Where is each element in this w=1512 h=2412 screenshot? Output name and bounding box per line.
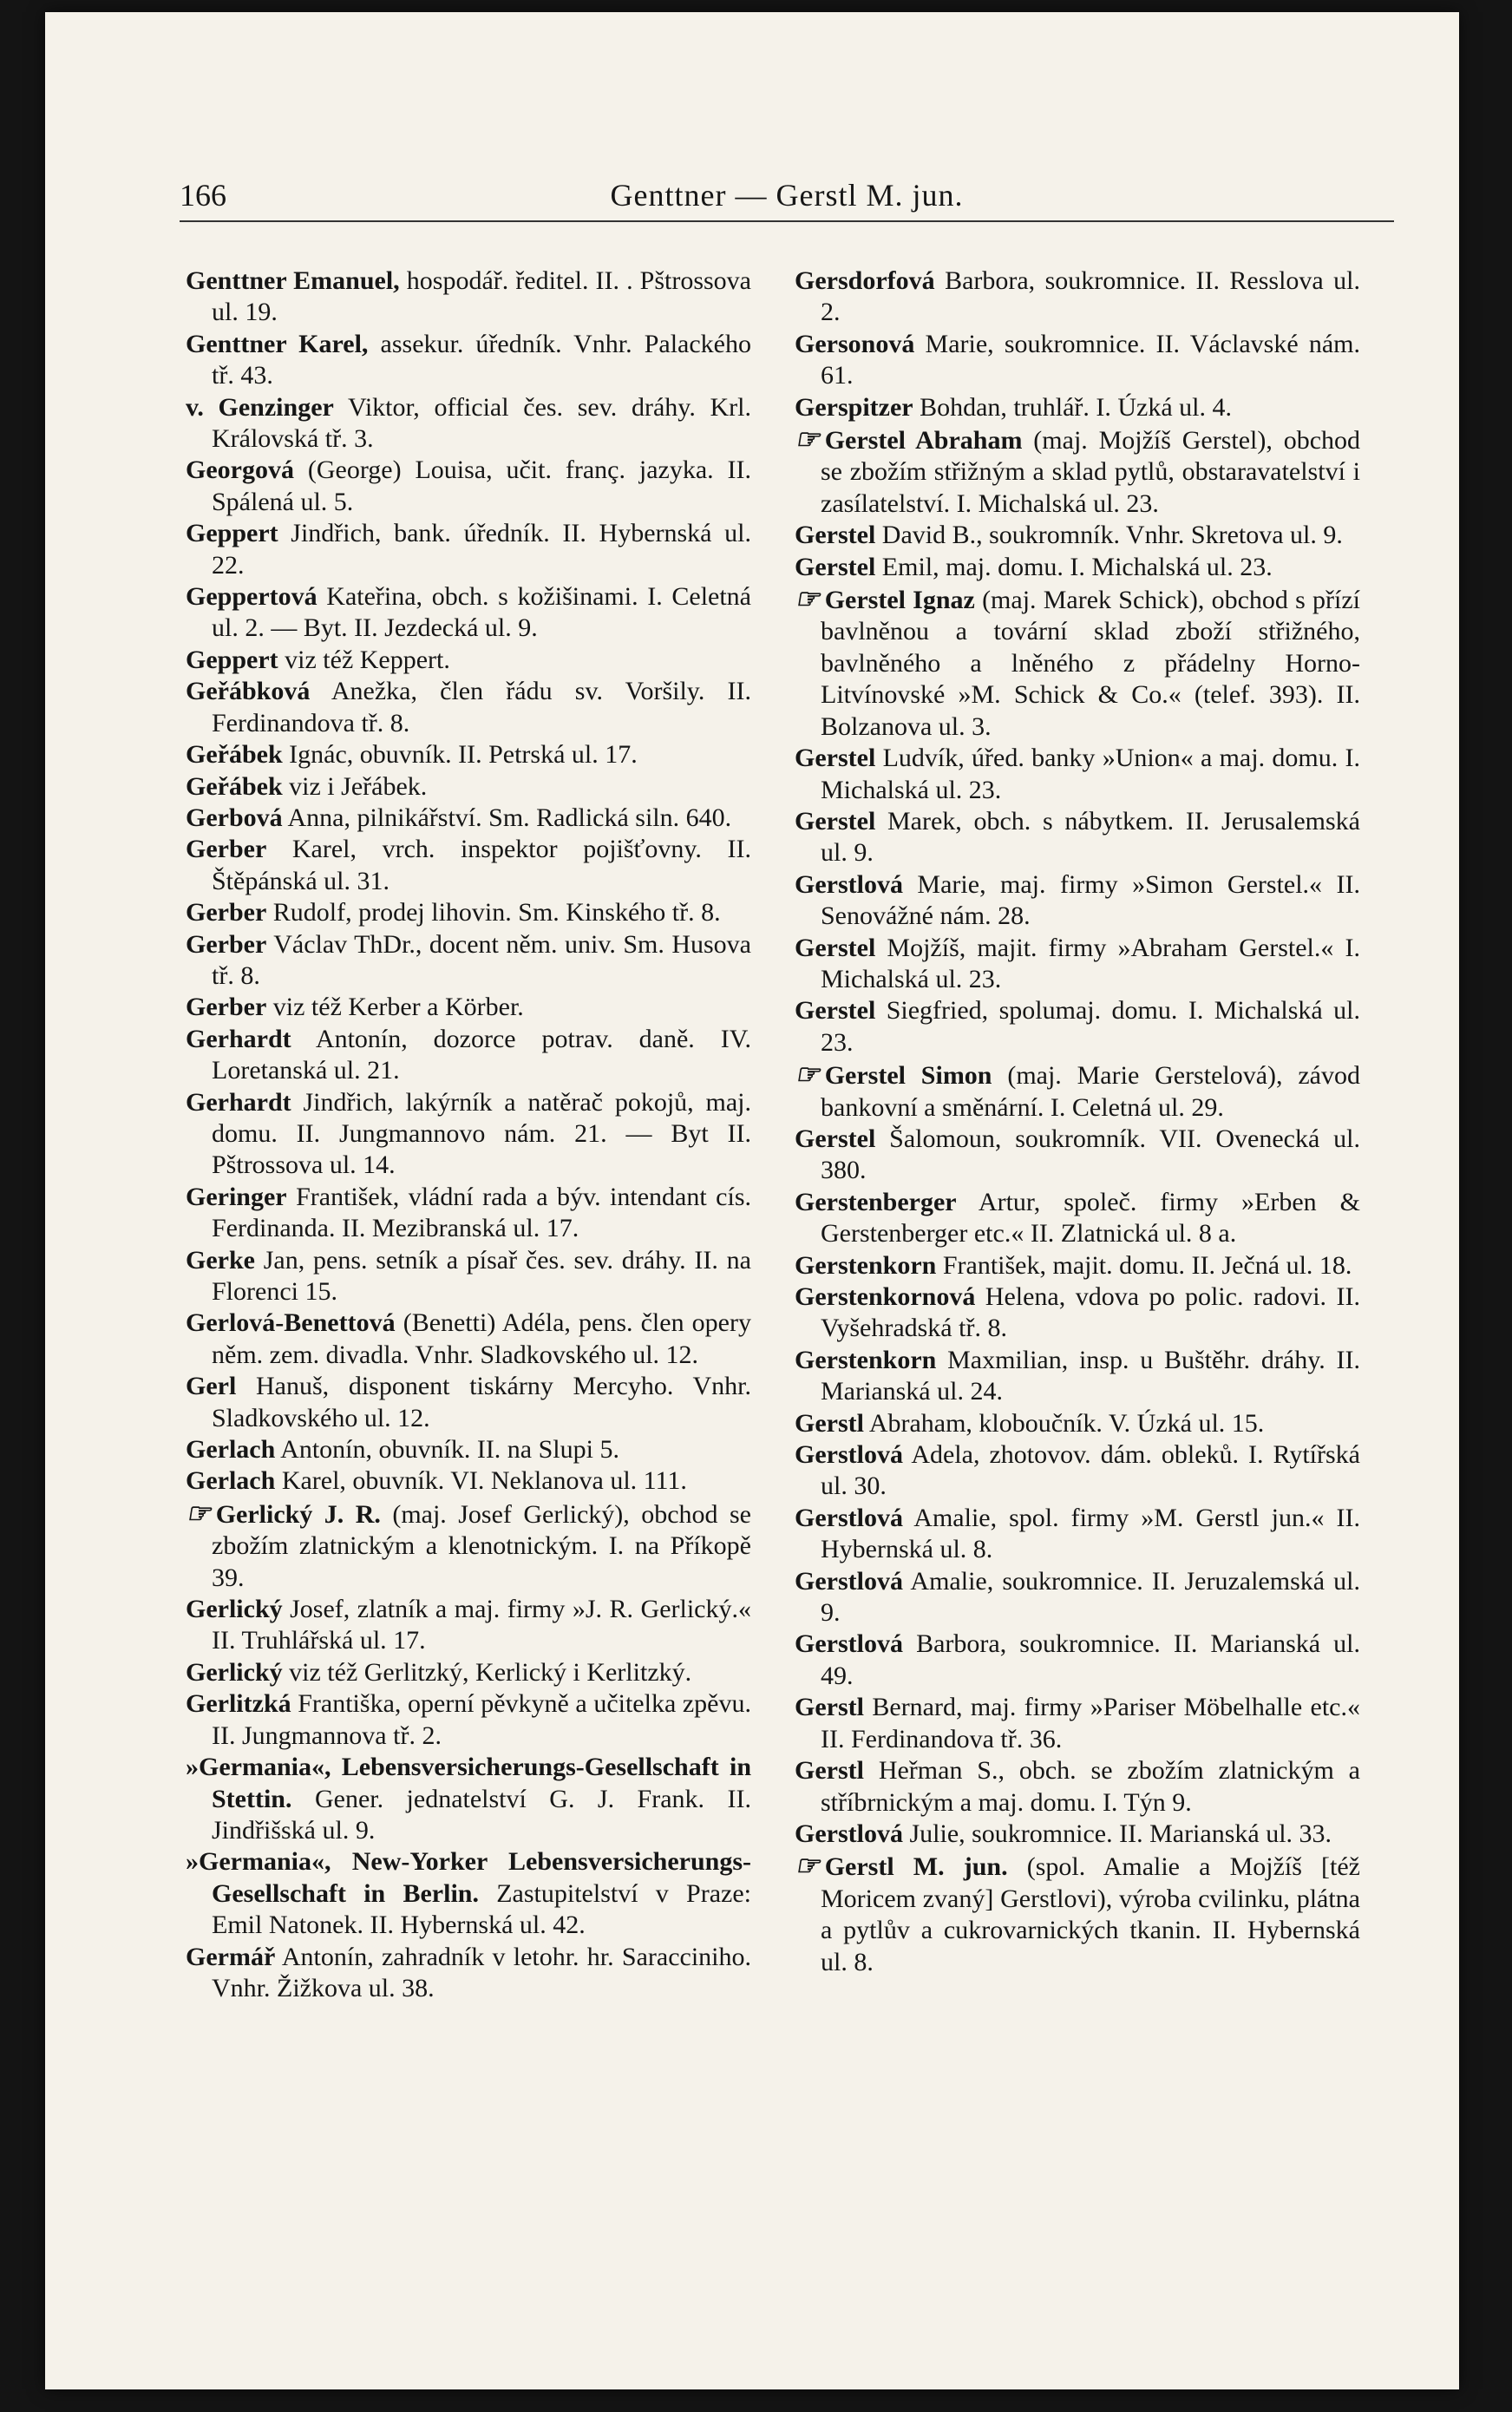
directory-entry	[186, 771, 751, 803]
directory-entry	[795, 806, 1360, 869]
entry-name: Gerber	[186, 993, 267, 1022]
directory-entry	[186, 392, 751, 456]
entry-details: Marie, maj. firmy »Simon Gerstel.« II. Senovážné nám. 28.	[821, 869, 1360, 931]
directory-entry	[186, 1752, 751, 1846]
entry-details: Šalomoun, soukromník. VII. Ovenecká ul. 380.	[821, 1124, 1360, 1185]
directory-entry	[186, 265, 751, 329]
entry-details: Amalie, soukromnice. II. Jeruzalemská ul. 9.	[821, 1566, 1360, 1628]
directory-entry	[795, 329, 1360, 392]
entry-name: Gerlach	[186, 1435, 276, 1465]
directory-entry	[186, 739, 751, 770]
pointing-hand-icon: ☞	[795, 423, 820, 456]
directory-entry	[186, 581, 751, 645]
entry-name: Geppert	[186, 519, 278, 548]
entry-details: hospodář. ředitel. II. . Pštrossova ul. 19.	[212, 266, 752, 327]
directory-entry	[186, 834, 751, 897]
entry-details: Viktor, official čes. sev. dráhy. Krl. Královská tř. 3.	[212, 392, 751, 454]
directory-entry	[186, 1942, 751, 2005]
directory-entry	[795, 1187, 1360, 1250]
right-column	[795, 265, 1360, 1978]
directory-entry	[795, 1124, 1360, 1187]
entry-details: (Benetti) Adéla, pens. člen opery něm. zem. divadla. Vnhr. Sladkovského ul. 12.	[212, 1308, 751, 1369]
directory-entry	[795, 933, 1360, 996]
entry-details: (maj. Mojžíš Gerstel), obchod se zbožím střižným a sklad pytlů, obstaravatelství i zasílatelství. I. Michalská ul. 23.	[821, 426, 1361, 518]
entry-name: Geppert	[186, 645, 278, 674]
entry-name: Gerstlová	[795, 1440, 903, 1470]
entry-name: Gerstl M. jun.	[824, 1852, 1008, 1882]
directory-entry	[186, 929, 751, 993]
entry-name: Gerstlová	[795, 1819, 903, 1848]
entry-details: Maxmilian, insp. u Buštěhr. dráhy. II. Marianská ul. 24.	[821, 1345, 1360, 1406]
entry-name: Gerbová	[186, 803, 283, 832]
entry-name: Gerstel	[795, 521, 876, 550]
entry-name: »Germania«, New-Yorker Lebensversicherungs-Gesellschaft in Berlin.	[186, 1847, 751, 1908]
entry-details: Antonín, dozorce potrav. daně. IV. Loretanská ul. 21.	[212, 1024, 751, 1085]
entry-details: Amalie, spol. firmy »M. Gerstl jun.« II. Hybernská ul. 8.	[821, 1503, 1360, 1564]
entry-name: Gerl	[186, 1372, 237, 1401]
entry-name: Gersonová	[795, 329, 915, 358]
directory-entry	[795, 1408, 1360, 1439]
directory-entry	[186, 1087, 751, 1182]
directory-entry	[186, 676, 751, 739]
entry-details: Ignác, obuvník. II. Petrská ul. 17.	[282, 740, 638, 770]
entry-name: Gerstel	[795, 933, 876, 962]
entry-name: Gerstel	[795, 1124, 876, 1153]
directory-page	[45, 12, 1459, 2389]
entry-details: viz též Gerlitzký, Kerlický i Kerlitzký.	[282, 1657, 692, 1687]
entry-name: Gerke	[186, 1245, 255, 1275]
entry-details: Josef, zlatník a maj. firmy »J. R. Gerlický.« II. Truhlářská ul. 17.	[212, 1595, 751, 1655]
entry-details: Marek, obch. s nábytkem. II. Jerusalemská ul. 9.	[821, 806, 1360, 868]
directory-entry	[795, 1059, 1360, 1124]
directory-entry	[795, 265, 1360, 329]
entry-details: Julie, soukromnice. II. Marianská ul. 33.	[902, 1819, 1332, 1848]
directory-entry	[186, 1594, 751, 1657]
entry-name: Gerber	[186, 898, 267, 927]
entry-name: Geřábek	[186, 740, 283, 770]
directory-entry	[795, 1850, 1360, 1978]
directory-entry	[795, 1755, 1360, 1819]
running-head: Genttner — Gerstl M. jun.	[610, 178, 964, 213]
entry-details: Antonín, zahradník v letohr. hr. Saracciniho. Vnhr. Žižkova ul. 38.	[212, 1942, 751, 2002]
entry-name: Gerlová-Benettová	[186, 1308, 396, 1338]
entry-name: Gerstlová	[795, 1566, 903, 1596]
entry-name: Geřábek	[186, 771, 283, 801]
entry-details: Zastupitelství v Praze: Emil Natonek. II. Hybernská ul. 42.	[212, 1878, 751, 1940]
pointing-hand-icon: ☞	[795, 583, 820, 615]
entry-details: Heřman S., obch. se zbožím zlatnickým a stříbrnickým a maj. domu. I. Týn 9.	[821, 1756, 1360, 1817]
entry-details: Karel, vrch. inspektor pojišťovny. II. Štěpánská ul. 31.	[212, 835, 751, 895]
entry-name: Gerber	[186, 835, 267, 864]
entry-details: Rudolf, prodej lihovin. Sm. Kinského tř. 8.	[266, 898, 721, 927]
directory-entry	[795, 583, 1360, 743]
entry-details: viz též Keppert.	[278, 645, 450, 674]
directory-entry	[795, 1345, 1360, 1408]
entry-name: Genttner Emanuel,	[186, 266, 400, 295]
entry-name: v. Genzinger	[186, 392, 334, 422]
directory-entry	[186, 1657, 751, 1688]
directory-entry	[186, 645, 751, 676]
entry-name: Gerstl	[795, 1408, 864, 1438]
directory-entry	[186, 1182, 751, 1245]
entry-name: Genttner Karel,	[186, 329, 369, 358]
entry-details: Barbora, soukromnice. II. Resslova ul. 2.	[821, 266, 1360, 327]
directory-entry	[795, 1692, 1360, 1755]
entry-details: Jindřich, bank. úředník. II. Hybernská ul. 22.	[212, 519, 751, 580]
entry-details: assekur. úředník. Vnhr. Palackého tř. 43.	[212, 329, 751, 390]
entry-details: Bernard, maj. firmy »Pariser Möbelhalle etc.« II. Ferdinandova tř. 36.	[821, 1693, 1360, 1753]
directory-entry	[795, 552, 1360, 583]
entry-name: Georgová	[186, 456, 294, 485]
directory-entry	[186, 1688, 751, 1752]
entry-details: Ludvík, úřed. banky »Union« a maj. domu. I. Michalská ul. 23.	[821, 744, 1360, 804]
entry-name: Germář	[186, 1942, 276, 1971]
entry-name: Gerstel	[795, 996, 876, 1026]
entry-name: Gerspitzer	[795, 392, 913, 422]
pointing-hand-icon: ☞	[795, 1850, 820, 1882]
directory-entry	[186, 1498, 751, 1594]
entry-name: Gerstlová	[795, 1629, 903, 1659]
entry-name: Gerstenkorn	[795, 1345, 937, 1374]
entry-name: Geringer	[186, 1182, 287, 1211]
entry-details: Abraham, kloboučník. V. Úzká ul. 15.	[863, 1408, 1265, 1438]
entry-name: Gerstel Ignaz	[824, 586, 975, 615]
entry-details: viz též Kerber a Körber.	[266, 993, 524, 1022]
directory-entry	[795, 869, 1360, 933]
directory-entry	[795, 1819, 1360, 1850]
entry-name: Geřábková	[186, 677, 311, 706]
directory-entry	[186, 329, 751, 392]
entry-details: Bohdan, truhlář. I. Úzká ul. 4.	[913, 392, 1233, 422]
directory-entry	[186, 1371, 751, 1434]
entry-details: Helena, vdova po polic. radovi. II. Vyšehradská tř. 8.	[821, 1282, 1360, 1343]
entry-name: Gerstel	[795, 744, 876, 773]
directory-entry	[186, 1308, 751, 1371]
entry-name: »Germania«, Lebensversicherungs-Gesellschaft in Stettin.	[186, 1753, 751, 1813]
directory-entry	[186, 1434, 751, 1465]
left-column	[186, 265, 751, 2004]
directory-entry	[186, 992, 751, 1023]
directory-entry	[795, 1250, 1360, 1281]
entry-details: (spol. Amalie a Mojžíš [též Moricem zvaný] Gerstlovi), výroba cvilinku, plátna a pytlův a cukrovarnických tkanin. II. Hybernská ul. 8.	[821, 1852, 1360, 1976]
entry-name: Geppertová	[186, 582, 317, 612]
entry-name: Gersdorfová	[795, 266, 935, 295]
entry-name: Gerstenkornová	[795, 1282, 976, 1311]
entry-details: Emil, maj. domu. I. Michalská ul. 23.	[875, 552, 1273, 581]
page-header	[180, 168, 1394, 220]
entry-details: Anna, pilnikářství. Sm. Radlická siln. 640.	[282, 803, 732, 832]
page-number: 166	[180, 178, 226, 213]
directory-entry	[186, 1846, 751, 1941]
entry-details: (maj. Marie Gerstelová), závod bankovní a směnární. I. Celetná ul. 29.	[821, 1061, 1360, 1122]
entry-details: Siegfried, spolumaj. domu. I. Michalská ul. 23.	[821, 996, 1360, 1057]
entry-details: Jan, pens. setník a písař čes. sev. dráhy. II. na Florenci 15.	[212, 1245, 751, 1306]
directory-entry	[795, 1281, 1360, 1345]
entry-name: Gerstel	[795, 806, 876, 836]
pointing-hand-icon: ☞	[186, 1497, 211, 1529]
directory-entry	[186, 803, 751, 834]
entry-list	[795, 265, 1360, 1978]
entry-name: Gerstlová	[795, 869, 903, 899]
entry-name: Gerlitzká	[186, 1689, 291, 1719]
directory-entry	[186, 897, 751, 928]
directory-entry	[795, 520, 1360, 551]
entry-details: Anežka, člen řádu sv. Voršily. II. Ferdinandova tř. 8.	[212, 677, 751, 737]
entry-name: Gerstenkorn	[795, 1250, 937, 1280]
entry-details: Gener. jednatelství G. J. Frank. II. Jindřišská ul. 9.	[212, 1784, 751, 1845]
directory-entry	[795, 423, 1360, 520]
entry-name: Gerlický	[186, 1595, 283, 1624]
entry-name: Gerlický	[186, 1657, 283, 1687]
entry-details: Adela, zhotovov. dám. obleků. I. Rytířská ul. 30.	[821, 1440, 1360, 1501]
entry-name: Gerstel Simon	[824, 1061, 992, 1091]
entry-details: Barbora, soukromnice. II. Marianská ul. 49.	[821, 1629, 1360, 1690]
entry-details: Antonín, obuvník. II. na Slupi 5.	[275, 1435, 619, 1465]
directory-entry	[186, 1024, 751, 1087]
directory-entry	[795, 1629, 1360, 1692]
entry-name: Gerlický J. R.	[215, 1499, 381, 1529]
entry-details: Františka, operní pěvkyně a učitelka zpěvu. II. Jungmannova tř. 2.	[212, 1689, 751, 1750]
entry-details: (maj. Marek Schick), obchod s přízí bavlněnou a tovární sklad zboží střižného, bavlněného a lněného z přádelny Horno-Litvínovské »M. Schick & Co.« (telef. 393). II. Bolzanova ul. 3.	[821, 586, 1360, 741]
entry-details: David B., soukromník. Vnhr. Skretova ul. 9.	[875, 521, 1343, 550]
directory-entry	[795, 1503, 1360, 1566]
entry-details: Kateřina, obch. s kožišinami. I. Celetná ul. 2. — Byt. II. Jezdecká ul. 9.	[212, 582, 751, 643]
directory-entry	[186, 455, 751, 518]
entry-details: Jindřich, lakýrník a natěrač pokojů, maj. domu. II. Jungmannovo nám. 21. — Byt II. Pštrossova ul. 14.	[212, 1087, 751, 1180]
entry-details: Václav ThDr., docent něm. univ. Sm. Husova tř. 8.	[212, 929, 751, 990]
entry-name: Gerstel	[795, 552, 876, 581]
entry-details: (maj. Josef Gerlický), obchod se zbožím zlatnickým a klenotnickým. I. na Příkopě 39.	[212, 1499, 751, 1592]
entry-details: Artur, společ. firmy »Erben & Gerstenberger etc.« II. Zlatnická ul. 8 a.	[821, 1187, 1360, 1249]
entry-details: Karel, obuvník. VI. Neklanova ul. 111.	[275, 1466, 687, 1496]
directory-entry	[795, 1439, 1360, 1503]
entry-details: František, vládní rada a býv. intendant cís. Ferdinanda. II. Mezibranská ul. 17.	[212, 1182, 751, 1243]
entry-name: Gerstl	[795, 1693, 864, 1722]
entry-name: Gerstel Abraham	[824, 426, 1023, 456]
entry-details: Marie, soukromnice. II. Václavské nám. 61.	[821, 329, 1360, 390]
directory-entry	[795, 743, 1360, 806]
directory-entry	[795, 1566, 1360, 1629]
entry-details: František, majit. domu. II. Ječná ul. 18.	[936, 1250, 1352, 1280]
directory-entry	[795, 995, 1360, 1059]
pointing-hand-icon: ☞	[795, 1059, 820, 1091]
entry-details: (George) Louisa, učit. franç. jazyka. II. Spálená ul. 5.	[212, 456, 751, 516]
entry-name: Gerlach	[186, 1466, 276, 1496]
directory-entry	[186, 1245, 751, 1308]
header-rule	[180, 220, 1394, 222]
entry-name: Gerstlová	[795, 1503, 903, 1532]
entry-name: Gerstl	[795, 1756, 864, 1786]
directory-entry	[186, 518, 751, 581]
entry-details: Hanuš, disponent tiskárny Mercyho. Vnhr. Sladkovského ul. 12.	[212, 1372, 751, 1432]
entry-list	[186, 265, 751, 2004]
entry-details: Mojžíš, majit. firmy »Abraham Gerstel.« I. Michalská ul. 23.	[821, 933, 1360, 993]
entry-details: viz i Jeřábek.	[282, 771, 428, 801]
entry-name: Gerber	[186, 929, 267, 959]
entry-name: Gerstenberger	[795, 1187, 957, 1216]
entry-name: Gerhardt	[186, 1087, 291, 1117]
directory-entry	[795, 392, 1360, 423]
directory-entry	[186, 1465, 751, 1497]
entry-name: Gerhardt	[186, 1024, 291, 1053]
